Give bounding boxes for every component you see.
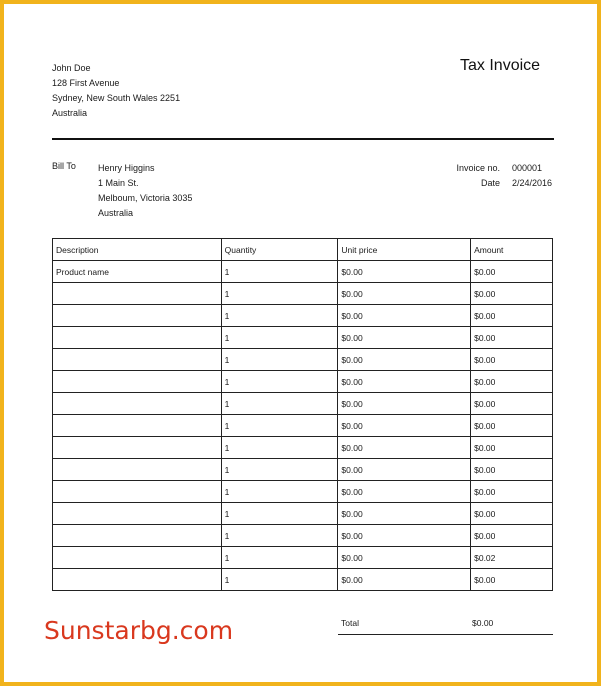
cell-unit-price: $0.00: [338, 283, 471, 305]
cell-quantity: 1: [221, 349, 338, 371]
cell-unit-price: $0.00: [338, 437, 471, 459]
cell-quantity: 1: [221, 261, 338, 283]
table-row: [53, 305, 553, 327]
cell-amount: $0.00: [471, 305, 553, 327]
bill-to-name: Henry Higgins: [98, 163, 155, 173]
cell-amount: $0.00: [471, 327, 553, 349]
watermark-logo: Sunstarbg.com: [44, 616, 234, 645]
cell-amount: $0.00: [471, 525, 553, 547]
cell-quantity: 1: [221, 503, 338, 525]
cell-description: [53, 415, 222, 437]
line-items-table: [52, 238, 553, 591]
table-row: [53, 459, 553, 481]
sender-street: 128 First Avenue: [52, 78, 120, 88]
sender-city: Sydney, New South Wales 2251: [52, 93, 181, 103]
cell-quantity: 1: [221, 569, 338, 591]
cell-quantity: 1: [221, 481, 338, 503]
cell-amount: $0.00: [471, 503, 553, 525]
table-row: [53, 569, 553, 591]
bill-to-address: [98, 161, 192, 221]
invoice-date-value: 2/24/2016: [512, 178, 553, 188]
cell-quantity: 1: [221, 525, 338, 547]
sender-country: Australia: [52, 108, 88, 118]
cell-amount: $0.00: [471, 437, 553, 459]
cell-unit-price: $0.00: [338, 393, 471, 415]
header-divider: [52, 138, 554, 140]
cell-unit-price: $0.00: [338, 327, 471, 349]
cell-unit-price: $0.00: [338, 415, 471, 437]
table-row: [53, 349, 553, 371]
cell-amount: $0.00: [471, 459, 553, 481]
cell-quantity: 1: [221, 371, 338, 393]
cell-quantity: 1: [221, 327, 338, 349]
cell-amount: $0.00: [471, 261, 553, 283]
cell-description: [53, 393, 222, 415]
cell-description: [53, 481, 222, 503]
bill-to-country: Australia: [98, 208, 134, 218]
cell-description: [53, 327, 222, 349]
cell-quantity: 1: [221, 393, 338, 415]
cell-amount: $0.00: [471, 283, 553, 305]
header-unit-price: Unit price: [338, 239, 471, 261]
sender-name: John Doe: [52, 63, 91, 73]
cell-description: [53, 547, 222, 569]
cell-quantity: 1: [221, 547, 338, 569]
total-row: [338, 615, 553, 635]
total-label: Total: [341, 618, 359, 628]
cell-amount: $0.00: [471, 569, 553, 591]
cell-description: [53, 371, 222, 393]
cell-unit-price: $0.00: [338, 547, 471, 569]
total-value: $0.00: [472, 618, 494, 628]
cell-description: [53, 503, 222, 525]
cell-description: [53, 305, 222, 327]
bill-to-city: Melboum, Victoria 3035: [98, 193, 193, 203]
cell-amount: $0.02: [471, 547, 553, 569]
table-row: [53, 525, 553, 547]
invoice-number-label: Invoice no.: [456, 163, 500, 173]
cell-description: [53, 283, 222, 305]
cell-unit-price: $0.00: [338, 261, 471, 283]
cell-quantity: 1: [221, 459, 338, 481]
cell-unit-price: $0.00: [338, 459, 471, 481]
cell-amount: $0.00: [471, 371, 553, 393]
cell-amount: $0.00: [471, 481, 553, 503]
header-description: Description: [53, 239, 222, 261]
cell-quantity: 1: [221, 437, 338, 459]
table-row: [53, 415, 553, 437]
header-quantity: Quantity: [221, 239, 338, 261]
cell-amount: $0.00: [471, 393, 553, 415]
cell-description: [53, 525, 222, 547]
table-row: [53, 261, 553, 283]
cell-description: Product name: [53, 261, 222, 283]
cell-quantity: 1: [221, 415, 338, 437]
table-row: [53, 283, 553, 305]
table-row: [53, 393, 553, 415]
table-row: [53, 547, 553, 569]
cell-quantity: 1: [221, 283, 338, 305]
invoice-number-value: 000001: [512, 163, 543, 173]
cell-description: [53, 437, 222, 459]
invoice-date-label: Date: [480, 178, 500, 188]
bill-to-label: Bill To: [52, 161, 76, 171]
cell-unit-price: $0.00: [338, 525, 471, 547]
cell-amount: $0.00: [471, 415, 553, 437]
invoice-meta-values: [512, 161, 552, 191]
cell-description: [53, 569, 222, 591]
header-amount: Amount: [471, 239, 553, 261]
table-row: [53, 481, 553, 503]
cell-unit-price: $0.00: [338, 503, 471, 525]
sender-address: [52, 61, 180, 121]
table-row: [53, 437, 553, 459]
cell-unit-price: $0.00: [338, 305, 471, 327]
cell-unit-price: $0.00: [338, 371, 471, 393]
cell-quantity: 1: [221, 305, 338, 327]
table-row: [53, 327, 553, 349]
cell-unit-price: $0.00: [338, 349, 471, 371]
cell-unit-price: $0.00: [338, 481, 471, 503]
cell-unit-price: $0.00: [338, 569, 471, 591]
cell-amount: $0.00: [471, 349, 553, 371]
table-header-row: [53, 239, 553, 261]
invoice-meta-labels: [424, 161, 500, 191]
bill-to-street: 1 Main St.: [98, 178, 139, 188]
document-title: Tax Invoice: [460, 57, 541, 74]
table-row: [53, 503, 553, 525]
table-row: [53, 371, 553, 393]
cell-description: [53, 349, 222, 371]
cell-description: [53, 459, 222, 481]
